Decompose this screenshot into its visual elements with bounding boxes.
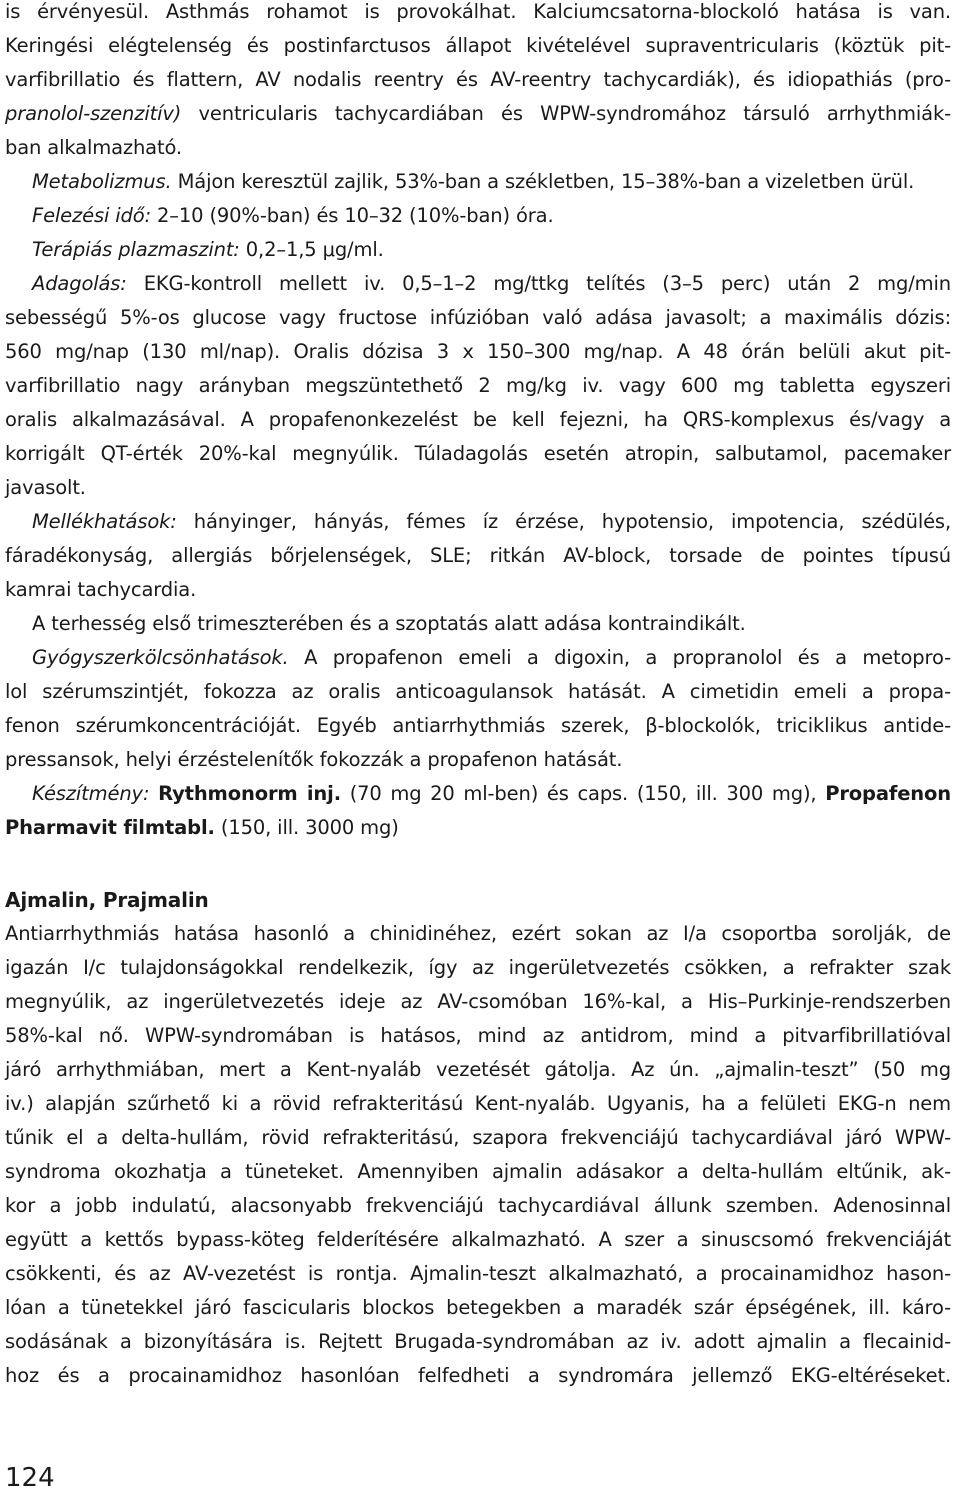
text-line: varfibrillatio nagy arányban megszüntethető 2 mg/kg iv. vagy 600 mg tabletta egyszeri [5, 374, 951, 397]
text-run: EKG-kontroll mellett iv. 0,5–1–2 mg/ttkg telítés (3–5 perc) után 2 mg/min [143, 272, 951, 295]
text-line: megnyúlik, az ingerületvezetés ideje az AV-csomóban 16%-kal, a His–Purkinje-rendszerben [5, 990, 951, 1013]
text-line: sodásának a bizonyítására is. Rejtett Brugada-syndromában az iv. adott ajmalin a flecainid- [5, 1330, 951, 1353]
text-run: A propafenon emeli a digoxin, a propranolol és a metopro- [304, 646, 951, 669]
text-line: fenon szérumkoncentrációját. Egyéb antiarrhythmiás szerek, β-blockolók, triciklikus antide- [5, 714, 951, 737]
text-line: javasolt. [5, 476, 86, 499]
text-line: 58%-kal nő. WPW-syndromában is hatásos, mind az antidrom, mind a pitvarfibrillatióval [5, 1024, 951, 1047]
dosage-line [5, 272, 951, 296]
text-line [5, 102, 951, 126]
text-line: Keringési elégtelenség és postinfarctusos állapot kivételével supraventricularis (köztük pit- [5, 34, 951, 57]
text-line: 560 mg/nap (130 ml/nap). Oralis dózisa 3 x 150–300 mg/nap. A 48 órán belüli akut pit- [5, 340, 951, 363]
metabolism-line [5, 170, 951, 194]
interactions-line [5, 646, 951, 670]
product-name: Pharmavit filmtabl. [5, 816, 215, 839]
text-line: korrigált QT-érték 20%-kal megnyúlik. Túladagolás esetén atropin, salbutamol, pacemaker [5, 442, 951, 465]
text-line: kamrai tachycardia. [5, 578, 197, 601]
metabolism-label: Metabolizmus. [32, 170, 172, 193]
section-heading: Ajmalin, Prajmalin [5, 888, 209, 912]
product-name: Propafenon [825, 782, 951, 805]
text-run: 2–10 (90%-ban) és 10–32 (10%-ban) óra. [157, 204, 554, 227]
text-line: ban alkalmazható. [5, 136, 182, 159]
text-line: együtt a kettős bypass-köteg felderítésére alkalmazható. A szer a sinuscsomó frekvenciáját [5, 1228, 951, 1251]
text-line: igazán I/c tulajdonságokkal rendelkezik, így az ingerületvezetés csökken, a refrakter szak [5, 956, 951, 979]
text-line: lol szérumszintjét, fokozza az oralis anticoagulansok hatását. A cimetidin emeli a propa- [5, 680, 951, 703]
text-line: syndroma okozhatja a tüneteket. Amennyiben ajmalin adásakor a delta-hullám eltűnik, ak- [5, 1160, 951, 1183]
product-name: Rythmonorm inj. [158, 782, 341, 805]
side-effects-label: Mellékhatások: [32, 510, 177, 533]
text-run: hányinger, hányás, fémes íz érzése, hypotensio, impotencia, szédülés, [193, 510, 951, 533]
side-effects-line [5, 510, 951, 534]
text-run: (150, ill. 3000 mg) [220, 816, 399, 839]
italic-term: pranolol-szenzitív) [5, 102, 182, 125]
text-line: varfibrillatio és flattern, AV nodalis reentry és AV-reentry tachycardiák), és idiopathiás (pro- [5, 68, 951, 91]
text-line: is érvényesül. Asthmás rohamot is provokálhat. Kalciumcsatorna-blockoló hatása is van. [5, 0, 951, 23]
text-line: pressansok, helyi érzéstelenítők fokozzák a propafenon hatását. [5, 748, 623, 771]
text-line: lóan a tünetekkel járó fascicularis blockos betegekben a maradék szár épségének, ill. káro- [5, 1296, 951, 1319]
text-line: járó arrhythmiában, mert a Kent-nyaláb vezetését gátolja. Az ún. „ajmalin-teszt” (50 mg [5, 1058, 951, 1081]
dosage-label: Adagolás: [32, 272, 127, 295]
page-number: 124 [5, 1463, 55, 1493]
text-line: A terhesség első trimeszterében és a szoptatás alatt adása kontraindikált. [32, 612, 746, 635]
text-line: csökkenti, és az AV-vezetést is rontja. Ajmalin-teszt alkalmazható, a procainamidhoz hason- [5, 1262, 951, 1285]
text-run: ventricularis tachycardiában és WPW-syndromához társuló arrhythmiák- [198, 102, 951, 125]
interactions-label: Gyógyszerkölcsönhatások. [32, 646, 289, 669]
text-run: Májon keresztül zajlik, 53%-ban a székletben, 15–38%-ban a vizeletben ürül. [177, 170, 915, 193]
text-line: sebességű 5%-os glucose vagy fructose infúzióban való adása javasolt; a maximális dózis: [5, 306, 951, 329]
half-life-line [5, 204, 951, 228]
text-line: oralis alkalmazásával. A propafenonkezelést be kell fejezni, ha QRS-komplexus és/vagy a [5, 408, 951, 431]
text-run: 0,2–1,5 μg/ml. [245, 238, 384, 261]
half-life-label: Felezési idő: [32, 204, 151, 227]
text-run: (70 mg 20 ml-ben) és caps. (150, ill. 300 mg), [349, 782, 817, 805]
text-line: hoz és a procainamidhoz hasonlóan felfedheti a syndromára jellemző EKG-eltéréseket. [5, 1364, 951, 1387]
text-line: iv.) alapján szűrhető ki a rövid refrakteritású Kent-nyaláb. Ugyanis, ha a felületi EKG-n nem [5, 1092, 951, 1115]
preparation-line [5, 782, 951, 806]
text-line: Antiarrhythmiás hatása hasonló a chinidinéhez, ezért sokan az I/a csoportba sorolják, de [5, 922, 951, 945]
therapeutic-level-label: Terápiás plazmaszint: [32, 238, 240, 261]
text-line: tűnik el a delta-hullám, rövid refrakteritású, szapora frekvenciájú tachycardiával járó WPW- [5, 1126, 951, 1149]
text-line: kor a jobb indulatú, alacsonyabb frekvenciájú tachycardiával állunk szemben. Adenosinnal [5, 1194, 951, 1217]
text-line: fáradékonyság, allergiás bőrjelenségek, SLE; ritkán AV-block, torsade de pointes típusú [5, 544, 951, 567]
text-line [5, 816, 951, 840]
preparation-label: Készítmény: [32, 782, 150, 805]
therapeutic-level-line [5, 238, 951, 262]
